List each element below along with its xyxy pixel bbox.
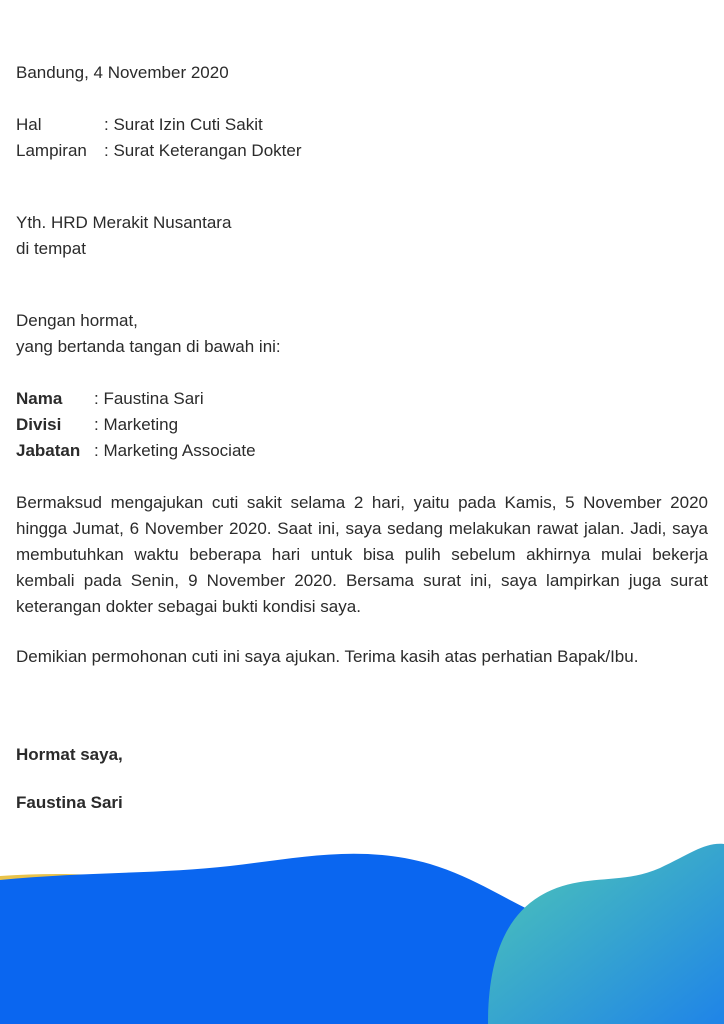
signer-name: Faustina Sari — [16, 793, 123, 812]
place-date: Bandung, 4 November 2020 — [16, 63, 229, 82]
recipient-line-1: Yth. HRD Merakit Nusantara — [16, 213, 232, 232]
decorative-wave — [0, 820, 724, 1024]
attachment-value: : Surat Keterangan Dokter — [104, 141, 302, 160]
letter-body — [16, 60, 708, 816]
identity-label: Nama — [16, 389, 63, 408]
teal-wave — [488, 844, 724, 1024]
body-paragraph: Bermaksud mengajukan cuti sakit selama 2 hari, yaitu pada Kamis, 5 November 2020 hingga Jumat, 6 November 2020. Saat ini, saya sedang melakukan rawat jalan. Jadi, saya membutuhkan waktu beberapa hari untuk bisa pulih sebelum akhirnya mulai bekerja kembali pada Senin, 9 November 2020. Bersama surat ini, saya lampirkan juga surat keterangan dokter sebagai bukti kondisi saya. — [16, 493, 708, 616]
identity-value: : Faustina Sari — [94, 389, 204, 408]
subject-value: : Surat Izin Cuti Sakit — [104, 115, 263, 134]
identity-label: Divisi — [16, 415, 62, 434]
identity-label: Jabatan — [16, 441, 81, 460]
greeting-line-1: Dengan hormat, — [16, 311, 138, 330]
greeting-line-2: yang bertanda tangan di bawah ini: — [16, 337, 281, 356]
identity-row-position — [16, 438, 708, 464]
identity-row-division — [16, 412, 708, 438]
recipient-line-2: di tempat — [16, 239, 86, 258]
subject-label: Hal — [16, 115, 42, 134]
identity-row-name — [16, 386, 708, 412]
sign-off: Hormat saya, — [16, 745, 123, 764]
identity-value: : Marketing — [94, 415, 179, 434]
attachment-label: Lampiran — [16, 141, 87, 160]
identity-value: : Marketing Associate — [94, 441, 256, 460]
subject-row — [16, 112, 708, 138]
closing-paragraph: Demikian permohonan cuti ini saya ajukan. Terima kasih atas perhatian Bapak/Ibu. — [16, 647, 639, 666]
attachment-row — [16, 138, 708, 164]
